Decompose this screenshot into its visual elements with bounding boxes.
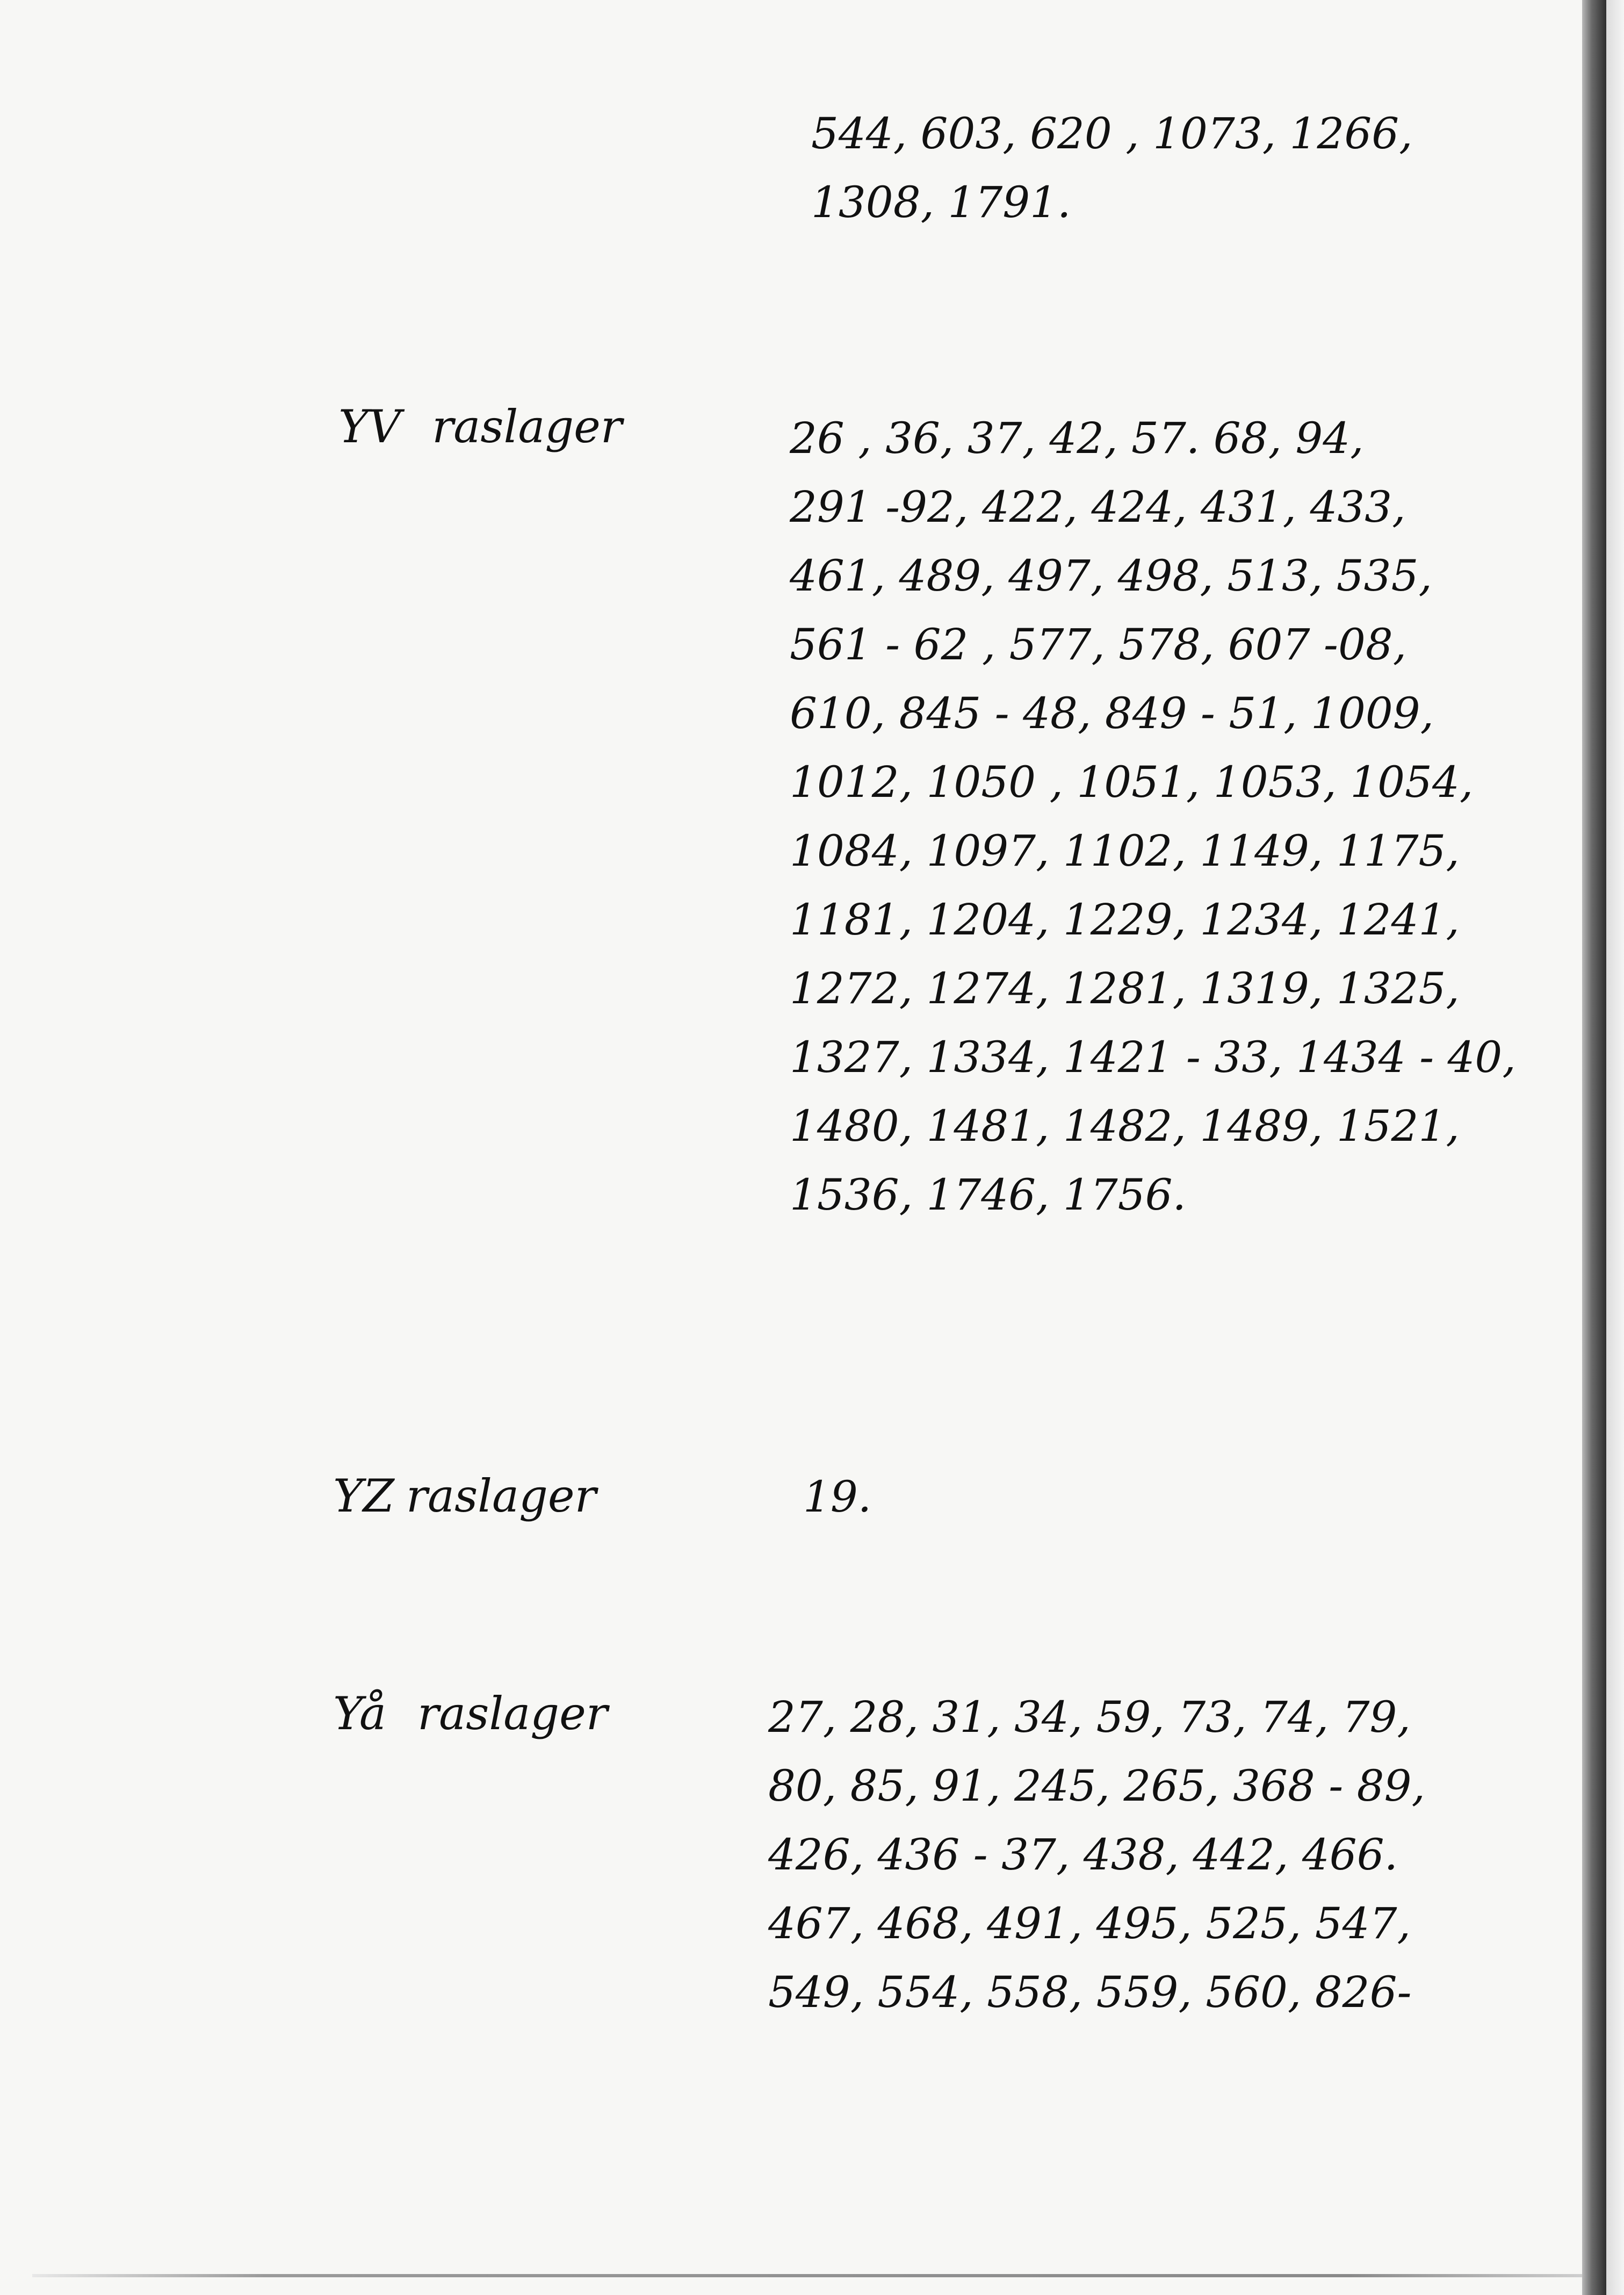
list-line: 1327, 1334, 1421 - 33, 1434 - 40, xyxy=(790,1032,1516,1082)
section-symbol: YV xyxy=(338,400,401,453)
section-word: raslager xyxy=(432,400,623,453)
list-line: 291 -92, 422, 424, 431, 433, xyxy=(790,482,1406,532)
yv-number-list xyxy=(790,404,1516,1229)
section-label-yv xyxy=(338,400,622,453)
list-line: 561 - 62 , 577, 578, 607 -08, xyxy=(790,620,1407,670)
list-line: 1480, 1481, 1482, 1489, 1521, xyxy=(790,1101,1460,1151)
list-line: 461, 489, 497, 498, 513, 535, xyxy=(790,551,1432,601)
top-number-list xyxy=(811,99,1413,237)
list-line: 610, 845 - 48, 849 - 51, 1009, xyxy=(790,688,1434,738)
section-word: raslager xyxy=(417,1687,608,1740)
section-label-yz xyxy=(333,1470,596,1522)
page-bottom-edge xyxy=(32,2274,1582,2277)
list-line: 1181, 1204, 1229, 1234, 1241, xyxy=(790,895,1460,945)
list-line: 1536, 1746, 1756. xyxy=(790,1170,1186,1220)
ya-number-list xyxy=(768,1683,1425,2027)
list-line: 80, 85, 91, 245, 265, 368 - 89, xyxy=(768,1761,1425,1811)
list-line: 467, 468, 491, 495, 525, 547, xyxy=(768,1898,1411,1948)
section-symbol: YZ xyxy=(333,1470,394,1522)
list-line: 426, 436 - 37, 438, 442, 466. xyxy=(768,1830,1398,1880)
list-line: 19. xyxy=(803,1472,872,1522)
yz-number-list xyxy=(803,1463,871,1531)
section-word: raslager xyxy=(406,1470,596,1522)
section-symbol: Yå xyxy=(333,1687,387,1740)
list-line: 1012, 1050 , 1051, 1053, 1054, xyxy=(790,757,1474,807)
list-line: 1272, 1274, 1281, 1319, 1325, xyxy=(790,963,1460,1013)
list-line: 27, 28, 31, 34, 59, 73, 74, 79, xyxy=(768,1692,1411,1742)
page-edge-shadow xyxy=(1582,0,1606,2295)
list-line: 1308, 1791. xyxy=(811,177,1071,227)
list-line: 26 , 36, 37, 42, 57. 68, 94, xyxy=(790,413,1364,463)
list-line: 1084, 1097, 1102, 1149, 1175, xyxy=(790,826,1460,876)
list-line: 549, 554, 558, 559, 560, 826- xyxy=(768,1967,1412,2017)
page-edge-margin xyxy=(1606,0,1624,2295)
section-label-ya xyxy=(333,1687,608,1740)
list-line: 544, 603, 620 , 1073, 1266, xyxy=(811,109,1413,159)
